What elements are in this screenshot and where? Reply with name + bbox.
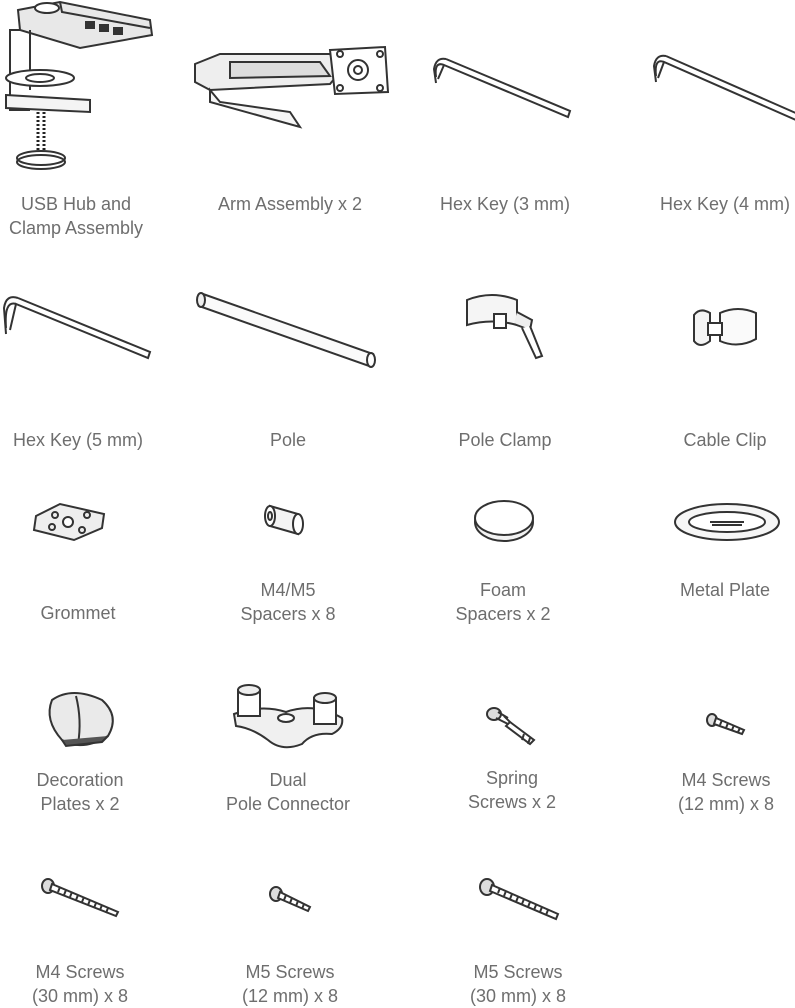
- part-label: USB Hub and Clamp Assembly: [8, 194, 144, 238]
- pole-icon: [195, 288, 380, 370]
- part-label: M5 Screws (12 mm) x 8: [241, 962, 338, 1006]
- screw-icon: [706, 712, 746, 738]
- usb-hub-clamp-icon: [0, 0, 160, 175]
- part-label: M4/M5 Spacers x 8: [240, 580, 336, 624]
- pole-clamp-icon: [462, 290, 547, 365]
- screw-icon: [40, 878, 120, 920]
- part-label: Hex Key (3 mm): [439, 194, 571, 214]
- part-label: Arm Assembly x 2: [217, 194, 363, 214]
- part-label: M4 Screws (12 mm) x 8: [677, 770, 774, 814]
- part-label: Pole Clamp: [458, 430, 552, 450]
- arm-assembly-icon: [190, 42, 390, 132]
- part-label: M4 Screws (30 mm) x 8: [31, 962, 128, 1006]
- hex-key-icon: [2, 292, 154, 362]
- grommet-icon: [30, 500, 110, 542]
- part-label: Hex Key (4 mm): [659, 194, 791, 214]
- hex-key-icon: [652, 52, 795, 122]
- part-label: Decoration Plates x 2: [36, 770, 124, 814]
- part-label: Pole: [269, 430, 307, 450]
- dual-pole-connector-icon: [222, 682, 352, 754]
- part-label: Foam Spacers x 2: [455, 580, 551, 624]
- part-label: Metal Plate: [679, 580, 771, 600]
- decoration-plate-icon: [42, 690, 118, 750]
- part-label: Cable Clip: [683, 430, 767, 450]
- part-label: Grommet: [40, 603, 116, 623]
- screw-icon: [268, 885, 312, 915]
- spacer-icon: [262, 500, 312, 540]
- cable-clip-icon: [690, 305, 760, 353]
- part-label: Dual Pole Connector: [225, 770, 351, 814]
- foam-spacer-icon: [472, 498, 536, 544]
- screw-icon: [478, 878, 560, 922]
- spring-screw-icon: [484, 704, 540, 748]
- part-label: M5 Screws (30 mm) x 8: [469, 962, 566, 1006]
- part-label: Hex Key (5 mm): [12, 430, 144, 450]
- part-label: Spring Screws x 2: [467, 768, 557, 812]
- metal-plate-icon: [672, 500, 782, 544]
- hex-key-icon: [432, 55, 577, 120]
